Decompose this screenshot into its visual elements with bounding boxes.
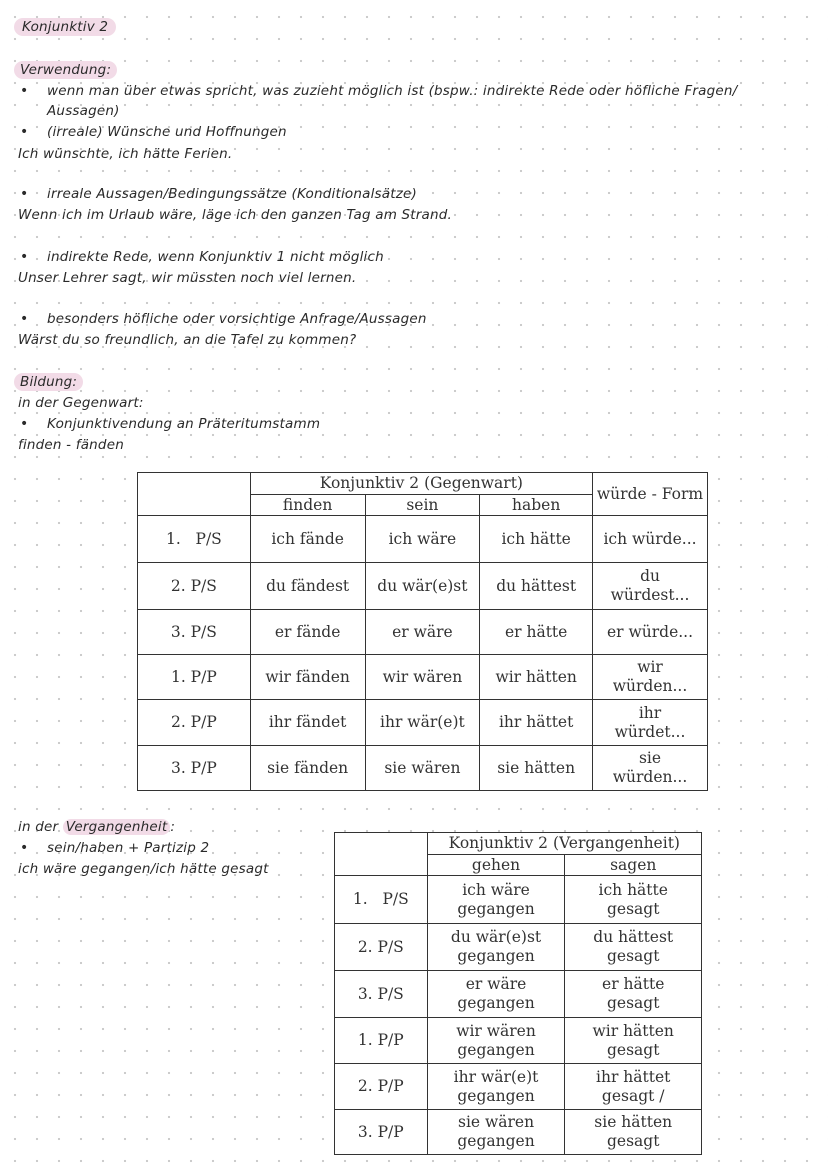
column-header-sein: sein [365, 495, 480, 516]
bullet-icon: • [20, 416, 29, 432]
bullet-icon: • [20, 249, 29, 265]
person-cell: 3. P/P [335, 1110, 428, 1155]
bullet-icon: • [20, 311, 29, 327]
bullet-icon: • [20, 186, 29, 202]
gehen-cell: du wär(e)st gegangen [427, 924, 565, 971]
table-row [335, 1110, 702, 1155]
sein-cell: er wäre [365, 610, 480, 655]
sein-cell: wir wären [365, 655, 480, 700]
gehen-cell: wir wären gegangen [427, 1018, 565, 1064]
verwendung-bullet-1: wenn man über etwas spricht, was zuzieht möglich ist (bspw.: indirekte Rede oder höfliche Fragen/ [47, 83, 738, 99]
table-header-row [138, 473, 708, 495]
table-row [138, 700, 708, 746]
table-row [138, 610, 708, 655]
gegenwart-label: in der Gegenwart: [18, 395, 144, 411]
table-row [138, 516, 708, 563]
person-cell: 2. P/P [138, 700, 251, 746]
finden-cell: ich fände [250, 516, 365, 563]
vergangenheit-header: Konjunktiv 2 (Vergangenheit) [427, 833, 701, 855]
verwendung-example-4: Unser Lehrer sagt, wir müssten noch viel lernen. [18, 270, 357, 286]
column-header-sagen: sagen [565, 855, 702, 876]
verwendung-example-2: Ich wünschte, ich hätte Ferien. [18, 146, 233, 162]
verwendung-example-5: Wärst du so freundlich, an die Tafel zu kommen? [18, 332, 357, 348]
sagen-cell: wir hätten gesagt [565, 1018, 702, 1064]
table-header-row [335, 833, 702, 855]
verwendung-bullet-3: irreale Aussagen/Bedingungssätze (Konditionalsätze) [47, 186, 418, 202]
finden-cell: er fände [250, 610, 365, 655]
wuerde-cell: wir würden... [593, 655, 708, 700]
sein-cell: ihr wär(e)t [365, 700, 480, 746]
sein-cell: sie wären [365, 746, 480, 791]
sagen-cell: sie hätten gesagt [565, 1110, 702, 1155]
gehen-cell: ich wäre gegangen [427, 876, 565, 924]
bildung-heading: Bildung: [14, 374, 83, 390]
gehen-cell: ihr wär(e)t gegangen [427, 1064, 565, 1110]
table-row [138, 563, 708, 610]
column-header-finden: finden [250, 495, 365, 516]
person-cell: 2. P/P [335, 1064, 428, 1110]
table-row [335, 876, 702, 924]
sagen-cell: ich hätte gesagt [565, 876, 702, 924]
vergangenheit-bullet: sein/haben + Partizip 2 [47, 840, 210, 856]
wuerde-cell: sie würden... [593, 746, 708, 791]
bullet-icon: • [20, 840, 29, 856]
wuerde-form-header: würde - Form [593, 473, 708, 516]
table-row [335, 1064, 702, 1110]
haben-cell: sie hätten [480, 746, 593, 791]
gehen-cell: er wäre gegangen [427, 971, 565, 1018]
header-empty-cell [335, 833, 428, 876]
finden-cell: sie fänden [250, 746, 365, 791]
verwendung-bullet-5: besonders höfliche oder vorsichtige Anfrage/Aussagen [47, 311, 427, 327]
person-cell: 3. P/S [335, 971, 428, 1018]
sein-cell: du wär(e)st [365, 563, 480, 610]
page-title: Konjunktiv 2 [14, 19, 116, 35]
finden-cell: wir fänden [250, 655, 365, 700]
table-row [335, 924, 702, 971]
haben-cell: du hättest [480, 563, 593, 610]
person-cell: 1. P/S [138, 516, 251, 563]
person-cell: 3. P/S [138, 610, 251, 655]
verwendung-bullet-1-cont: Aussagen) [47, 103, 120, 119]
finden-cell: ihr fändet [250, 700, 365, 746]
sagen-cell: er hätte gesagt [565, 971, 702, 1018]
header-empty-cell [138, 473, 251, 516]
wuerde-cell: er würde... [593, 610, 708, 655]
haben-cell: er hätte [480, 610, 593, 655]
verwendung-bullet-4: indirekte Rede, wenn Konjunktiv 1 nicht möglich [47, 249, 384, 265]
column-header-gehen: gehen [427, 855, 565, 876]
sagen-cell: ihr hättet gesagt / [565, 1064, 702, 1110]
sein-cell: ich wäre [365, 516, 480, 563]
person-cell: 2. P/S [138, 563, 251, 610]
table-row [335, 971, 702, 1018]
gegenwart-bullet: Konjunktivendung an Präteritumstamm [47, 416, 321, 432]
gegenwart-example: finden - fänden [18, 437, 124, 453]
table-row [138, 746, 708, 791]
wuerde-cell: du würdest... [593, 563, 708, 610]
haben-cell: ihr hättet [480, 700, 593, 746]
person-cell: 1. P/P [138, 655, 251, 700]
vergangenheit-example: ich wäre gegangen/ich hätte gesagt [18, 861, 269, 877]
person-cell: 1. P/P [335, 1018, 428, 1064]
wuerde-cell: ihr würdet... [593, 700, 708, 746]
sagen-cell: du hättest gesagt [565, 924, 702, 971]
vergangenheit-label: in der Vergangenheit : [18, 819, 176, 835]
bullet-icon: • [20, 83, 29, 99]
gehen-cell: sie wären gegangen [427, 1110, 565, 1155]
table-row [138, 655, 708, 700]
konjunktiv-vergangenheit-table [334, 832, 702, 1155]
person-cell: 3. P/P [138, 746, 251, 791]
verwendung-heading: Verwendung: [14, 62, 117, 78]
haben-cell: ich hätte [480, 516, 593, 563]
person-cell: 2. P/S [335, 924, 428, 971]
verwendung-example-3: Wenn ich im Urlaub wäre, läge ich den ganzen Tag am Strand. [18, 207, 453, 223]
konjunktiv-gegenwart-table [137, 472, 708, 791]
bullet-icon: • [20, 124, 29, 140]
person-cell: 1. P/S [335, 876, 428, 924]
finden-cell: du fändest [250, 563, 365, 610]
wuerde-cell: ich würde... [593, 516, 708, 563]
gegenwart-header: Konjunktiv 2 (Gegenwart) [250, 473, 592, 495]
table-row [335, 1018, 702, 1064]
column-header-haben: haben [480, 495, 593, 516]
verwendung-bullet-2: (irreale) Wünsche und Hoffnungen [47, 124, 287, 140]
haben-cell: wir hätten [480, 655, 593, 700]
